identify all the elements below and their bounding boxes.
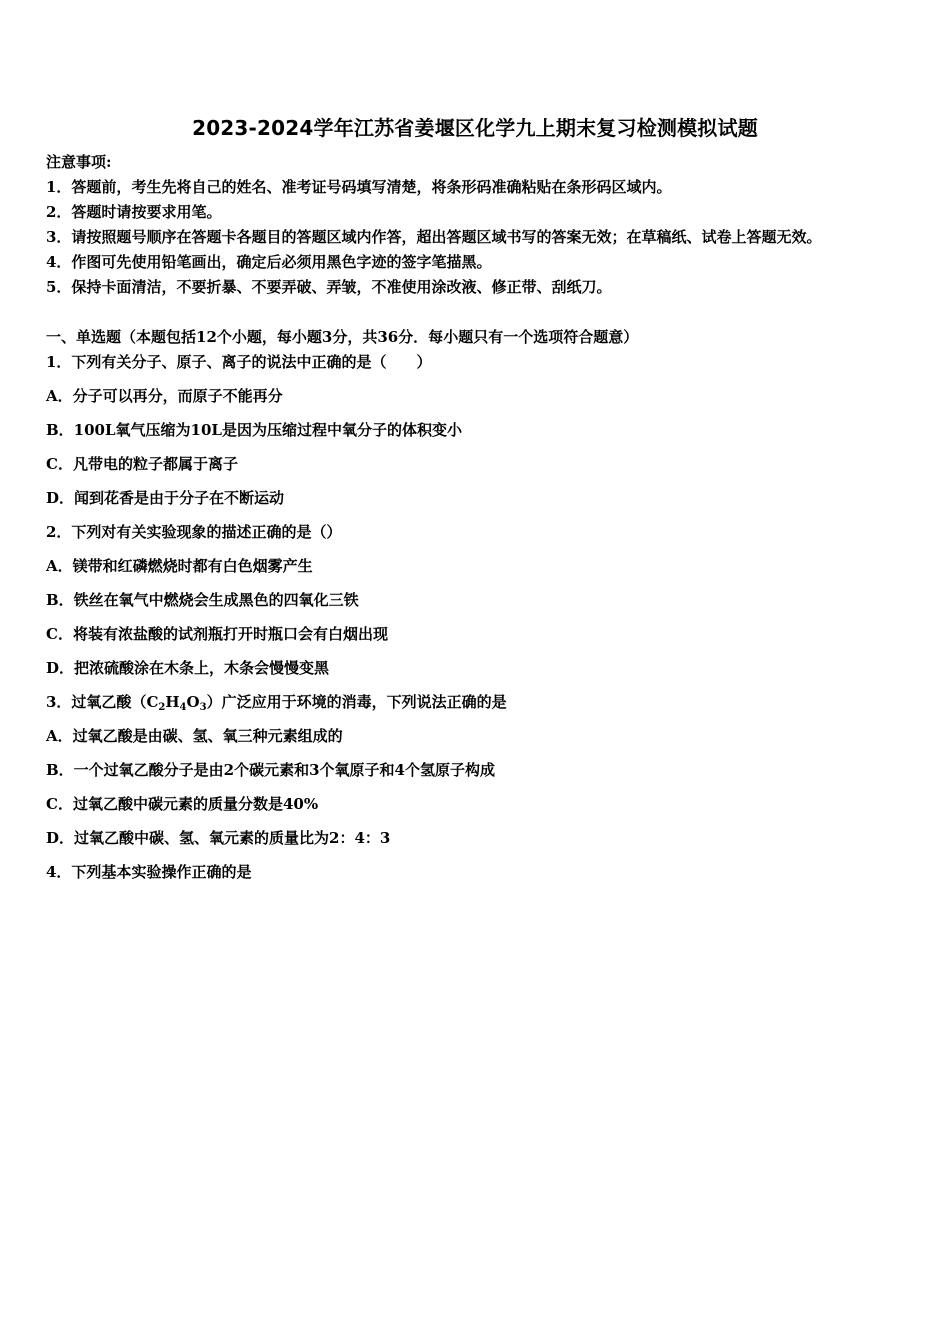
page-title: 2023-2024学年江苏省姜堰区化学九上期末复习检测模拟试题 (192, 116, 758, 140)
option-a: A．分子可以再分，而原子不能再分 (46, 387, 283, 405)
notice-item-5: 5．保持卡面清洁，不要折暴、不要弄破、弄皱，不准使用涂改液、修正带、刮纸刀。 (46, 278, 612, 296)
stem-suffix: ）广泛应用于环境的消毒，下列说法正确的是 (206, 693, 507, 711)
question-stem (46, 692, 507, 712)
option-a: A．镁带和红磷燃烧时都有白色烟雾产生 (46, 557, 313, 575)
formula-subscript: 4 (179, 702, 187, 713)
option-b: B．一个过氧乙酸分子是由2个碳元素和3个氧原子和4个氢原子构成 (46, 761, 495, 779)
formula-part: H (165, 693, 180, 711)
option-a: A．过氧乙酸是由碳、氢、氧三种元素组成的 (46, 727, 343, 745)
option-c: C．过氧乙酸中碳元素的质量分数是40% (46, 795, 319, 813)
notice-item-3: 3．请按照题号顺序在答题卡各题目的答题区域内作答，超出答题区域书写的答案无效；在草稿纸、试卷上答题无效。 (46, 228, 822, 246)
option-d: D．过氧乙酸中碳、氢、氧元素的质量比为2：4：3 (46, 829, 391, 847)
formula-part: O (186, 693, 200, 711)
notice-item-4: 4．作图可先使用铅笔画出，确定后必须用黑色字迹的签字笔描黑。 (46, 253, 492, 271)
question-stem: 4．下列基本实验操作正确的是 (46, 863, 252, 881)
notice-item-2: 2．答题时请按要求用笔。 (46, 203, 222, 221)
option-b: B．100L氧气压缩为10L是因为压缩过程中氧分子的体积变小 (46, 421, 462, 439)
option-c: C．凡带电的粒子都属于离子 (46, 455, 238, 473)
option-c: C．将装有浓盐酸的试剂瓶打开时瓶口会有白烟出现 (46, 625, 388, 643)
section-heading: 一、单选题（本题包括12个小题，每小题3分，共36分．每小题只有一个选项符合题意） (46, 328, 639, 346)
option-d: D．把浓硫酸涂在木条上，木条会慢慢变黑 (46, 659, 330, 677)
formula-subscript: 2 (158, 702, 166, 713)
notice-heading: 注意事项: (46, 153, 112, 171)
question-stem: 1．下列有关分子、原子、离子的说法中正确的是（ ） (46, 353, 432, 371)
notice-item-1: 1．答题前，考生先将自己的姓名、准考证号码填写清楚，将条形码准确粘贴在条形码区域内。 (46, 178, 672, 196)
question-stem: 2．下列对有关实验现象的描述正确的是（） (46, 523, 342, 541)
formula-subscript: 3 (199, 702, 207, 713)
option-b: B．铁丝在氧气中燃烧会生成黑色的四氧化三铁 (46, 591, 359, 609)
stem-prefix: 3．过氧乙酸（C (46, 693, 159, 711)
option-d: D．闻到花香是由于分子在不断运动 (46, 489, 285, 507)
